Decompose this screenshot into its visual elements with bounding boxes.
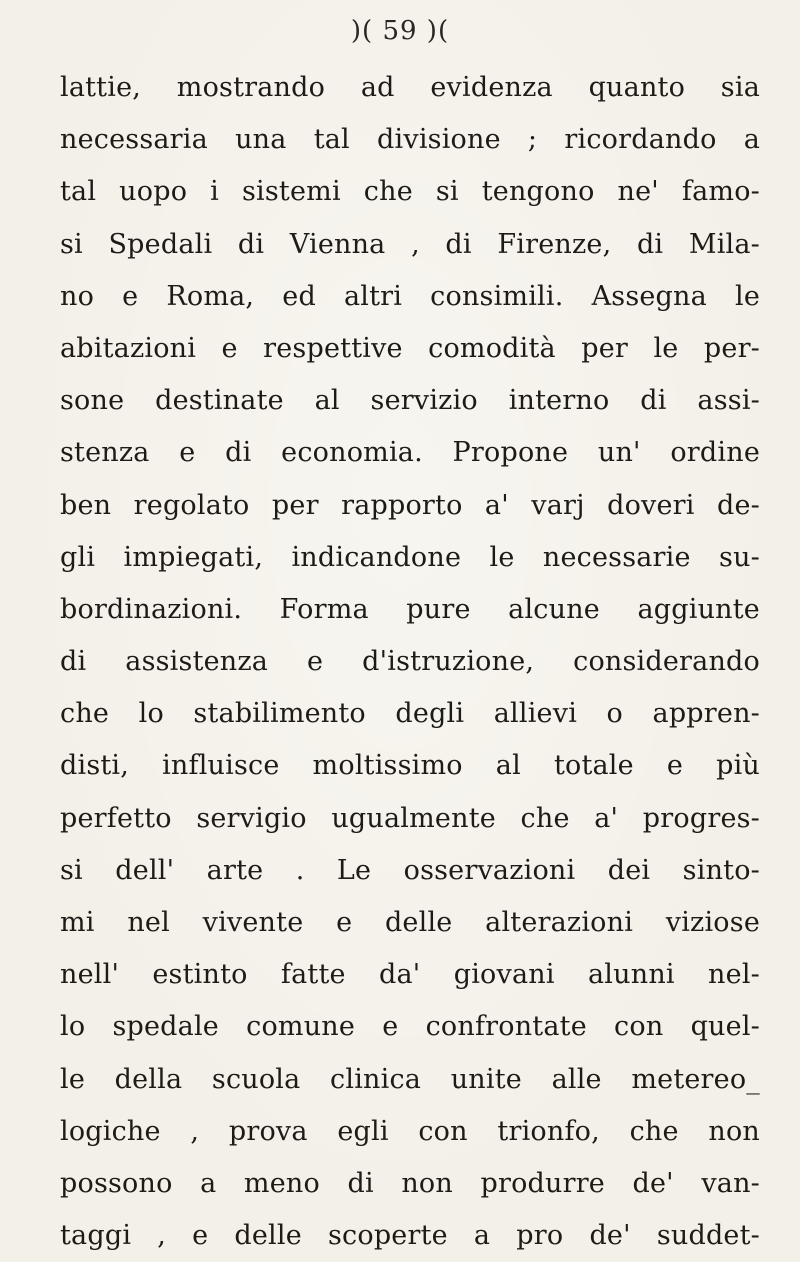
text-line: necessaria una tal divisione ; ricordando a [60,124,760,156]
text-line: taggi , e delle scoperte a pro de' suddet- [60,1220,760,1252]
body-text [60,62,760,1262]
text-line: logiche , prova egli con trionfo, che non [60,1115,760,1147]
text-line: si dell' arte . Le osservazioni dei sinto- [60,854,760,886]
text-line: perfetto servigio ugualmente che a' progres- [60,802,760,834]
text-line: le della scuola clinica unite alle metereo_ [60,1063,760,1095]
text-line: lo spedale comune e confrontate con quel- [60,1011,760,1043]
running-head-page-number: )( 59 )( [350,16,450,46]
text-line: si Spedali di Vienna , di Firenze, di Mila- [60,228,760,260]
text-line: stenza e di economia. Propone un' ordine [60,437,760,469]
text-line: gli impiegati, indicandone le necessarie su- [60,541,760,573]
text-line: tal uopo i sistemi che si tengono ne' famo- [60,176,760,208]
text-line: sone destinate al servizio interno di assi- [60,385,760,417]
text-line: possono a meno di non produrre de' van- [60,1167,760,1199]
text-line: nell' estinto fatte da' giovani alunni nel- [60,959,760,991]
text-line: ben regolato per rapporto a' varj doveri de- [60,489,760,521]
text-line: mi nel vivente e delle alterazioni viziose [60,907,760,938]
text-line: disti, influisce moltissimo al totale e più [60,750,760,782]
text-line: bordinazioni. Forma pure alcune aggiunte [60,593,760,625]
text-line: no e Roma, ed altri consimili. Assegna le [60,280,760,312]
text-line: abitazioni e respettive comodità per le per- [60,332,760,364]
text-line: che lo stabilimento degli allievi o appren- [60,698,760,730]
text-line: lattie, mostrando ad evidenza quanto sia [60,72,760,103]
text-line: di assistenza e d'istruzione, considerando [60,646,760,678]
